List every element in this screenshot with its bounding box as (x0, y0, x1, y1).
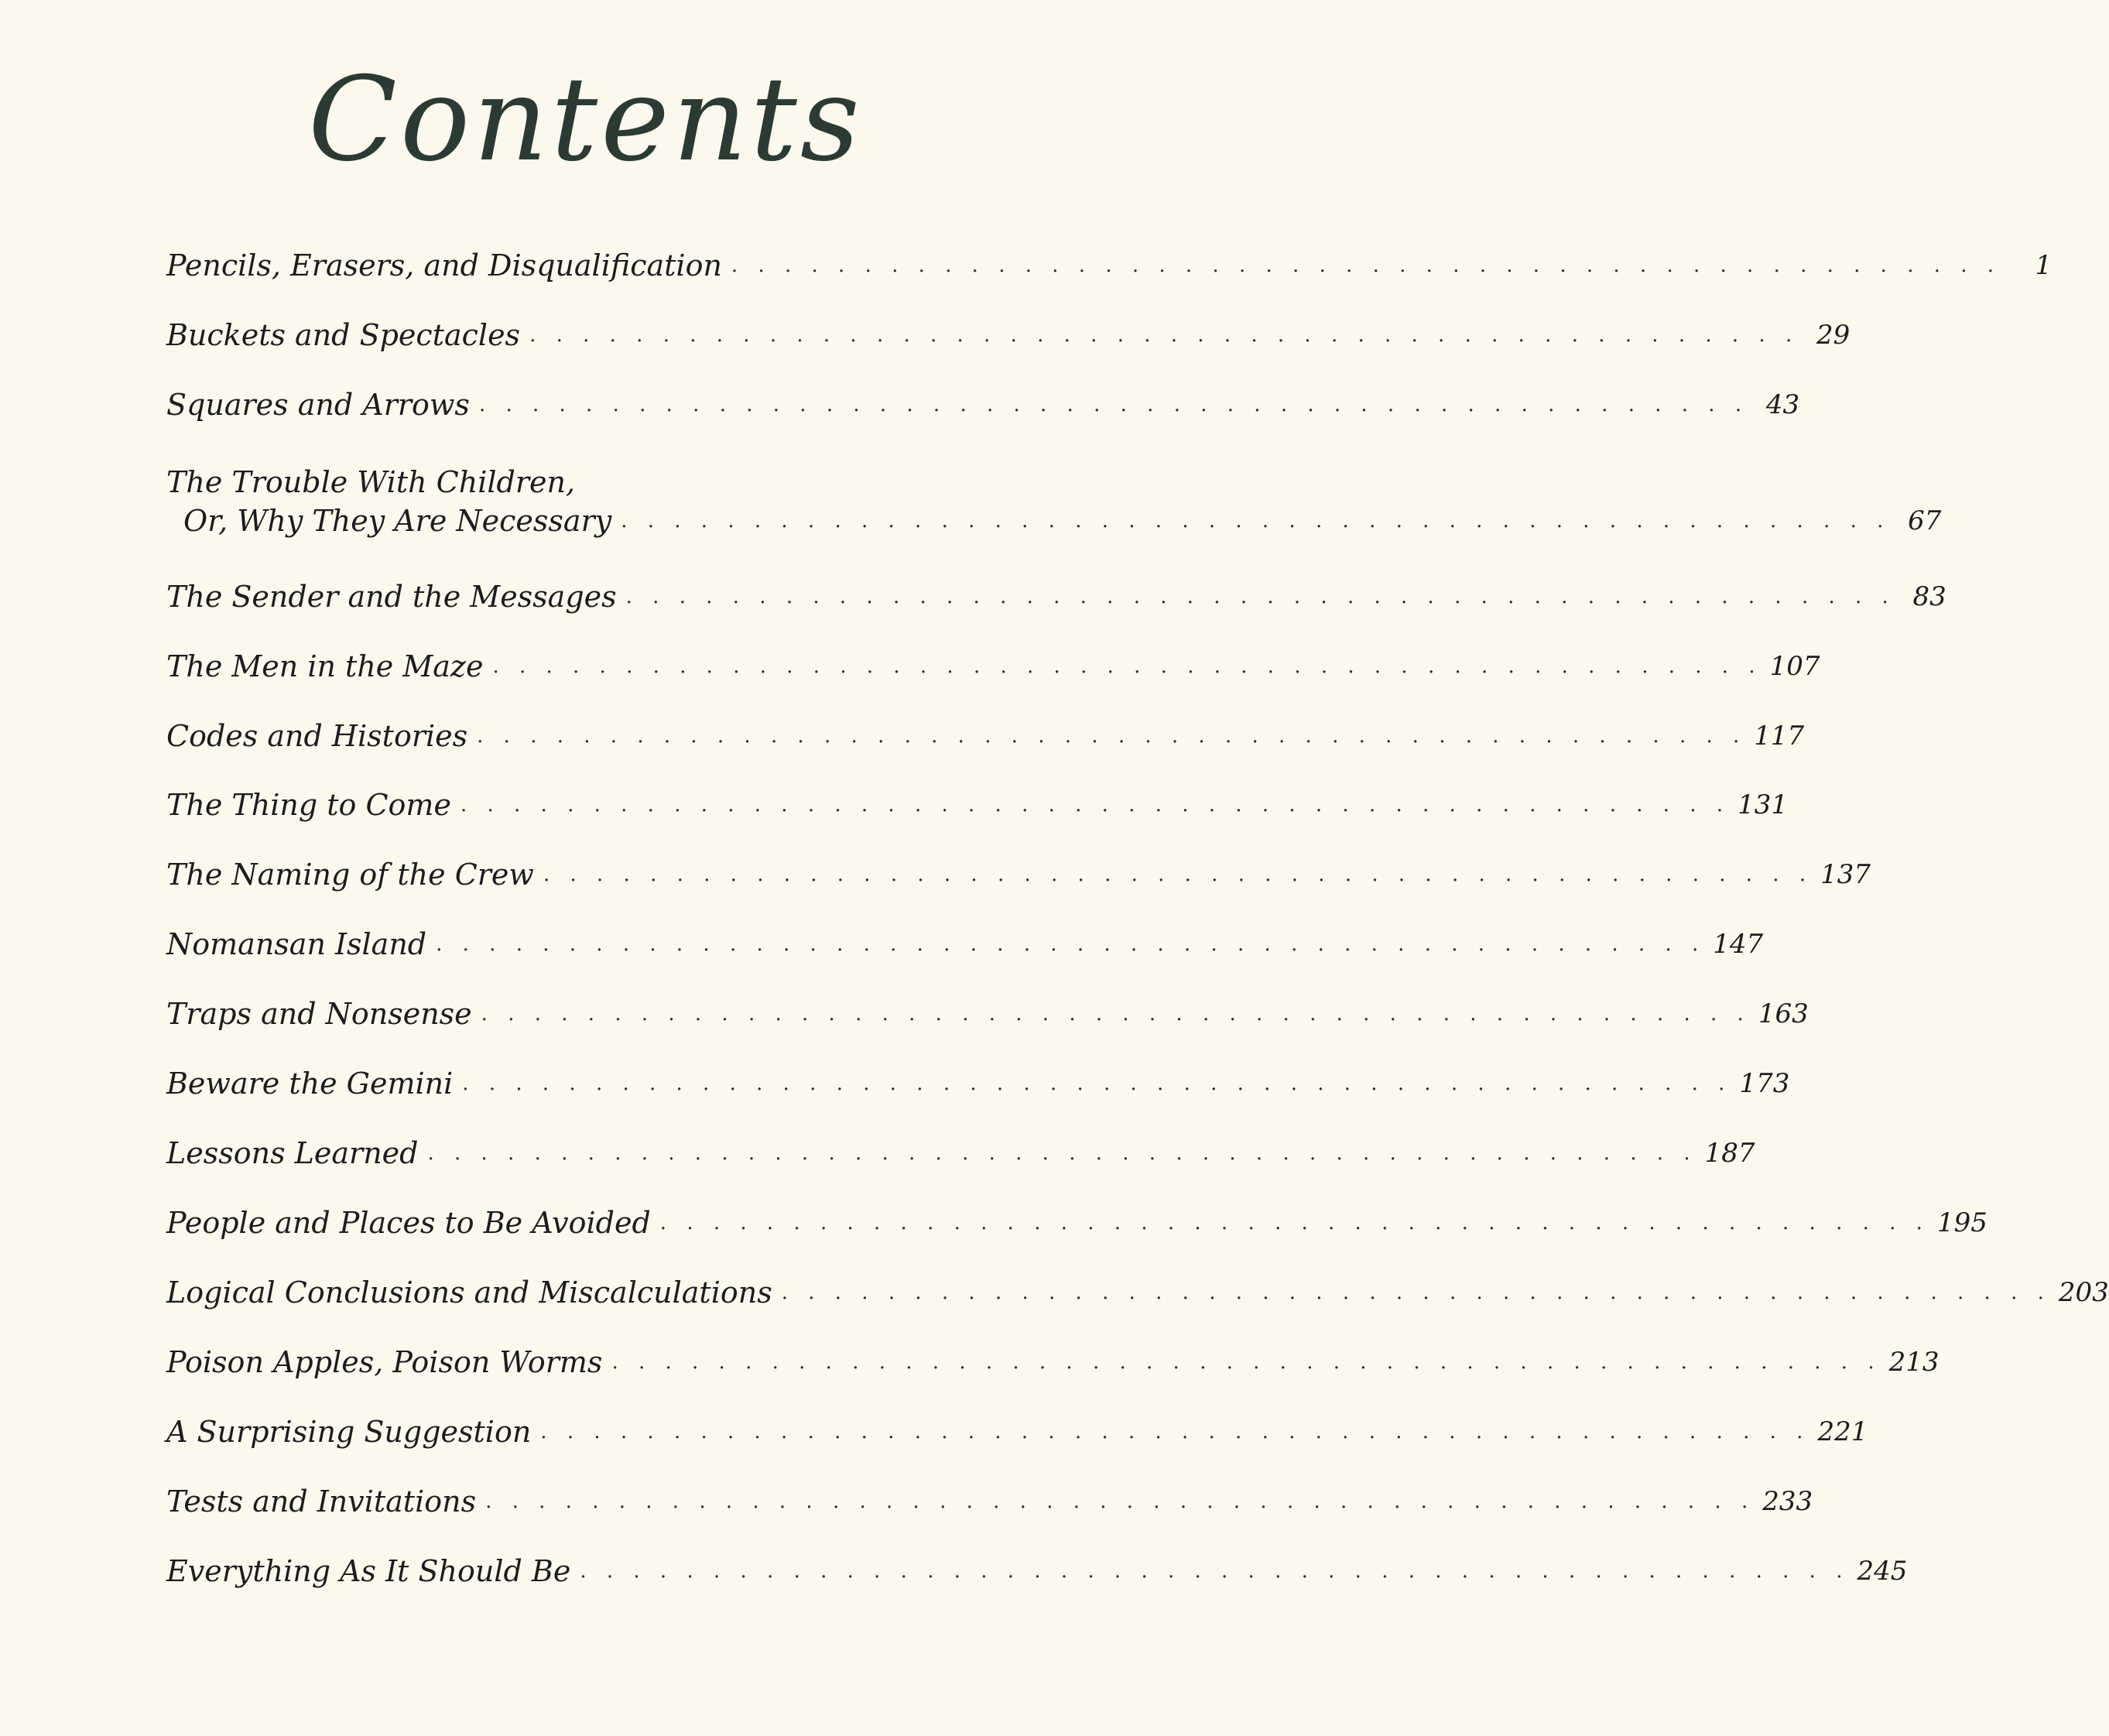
toc-entry-title: Logical Conclusions and Miscalculations (166, 1275, 772, 1310)
toc-entry-page: 43 (1765, 389, 1800, 420)
toc-entry-title: A Surprising Suggestion (166, 1415, 532, 1449)
toc-entry[interactable] (166, 246, 2053, 285)
toc-entry-title: Pencils, Erasers, and Disqualification (166, 248, 722, 282)
dot-leader: . . . . . . . . . . . . . . . . . . . . . . . . . . . . . . . . . . . . . . . . . . . . . . . . (543, 863, 1813, 886)
toc-entry[interactable] (166, 577, 1946, 616)
toc-entry-title: The Men in the Maze (166, 649, 484, 683)
toc-entry-title: Poison Apples, Poison Worms (166, 1345, 603, 1379)
toc-entry-page: 131 (1738, 789, 1789, 820)
toc-entry-page: 107 (1769, 651, 1820, 682)
toc-entry-page: 187 (1704, 1138, 1755, 1169)
dot-leader: . . . . . . . . . . . . . . . . . . . . . . . . . . . . . . . . . . . . . . . . . . . . . . . . (492, 655, 1762, 678)
toc-entry-title: The Naming of the Crew (166, 858, 534, 892)
toc-entry[interactable] (166, 316, 1851, 354)
toc-entry-title-line1: The Trouble With Children, (166, 465, 576, 499)
toc-entry-title: Codes and Histories (166, 719, 468, 753)
toc-entry[interactable] (166, 1273, 2109, 1312)
dot-leader: . . . . . . . . . . . . . . . . . . . . . . . . . . . . . . . . . . . . . . . . . . . . . . . . (659, 1211, 1929, 1234)
toc-entry-title (166, 463, 611, 540)
toc-entry-title: The Sender and the Messages (166, 580, 617, 614)
page-title: Contents (308, 53, 863, 187)
toc-entry-page: 213 (1888, 1347, 1940, 1378)
dot-leader: . . . . . . . . . . . . . . . . . . . . . . . . . . . . . . . . . . . . . . . . . . . . . . . . (625, 585, 1895, 608)
toc-entry-page: 137 (1820, 859, 1871, 890)
toc-entry[interactable] (166, 1343, 1940, 1382)
toc-entry-page: 245 (1857, 1556, 1908, 1587)
toc-entry[interactable] (166, 1412, 1868, 1451)
toc-entry[interactable] (166, 385, 1800, 424)
toc-entry-page: 173 (1739, 1068, 1790, 1099)
dot-leader: . . . . . . . . . . . . . . . . . . . . . . . . . . . . . . . . . . . . . . . . . . . . . . . . (621, 509, 1891, 532)
dot-leader: . . . . . . . . . . . . . . . . . . . . . . . . . . . . . . . . . . . . . . . . . . . . . . . . (731, 254, 2001, 277)
toc-entry-title: The Thing to Come (166, 788, 451, 822)
toc-entry[interactable] (166, 925, 1764, 964)
toc-entry-page: 83 (1912, 581, 1946, 612)
toc-entry-page: 203 (2058, 1277, 2109, 1308)
toc-entry[interactable] (166, 1204, 1987, 1242)
toc-entry[interactable] (166, 995, 1809, 1033)
toc-entry-page: 195 (1936, 1207, 1987, 1238)
dot-leader: . . . . . . . . . . . . . . . . . . . . . . . . . . . . . . . . . . . . . . . . . . . . . . . . (529, 324, 1799, 347)
toc-entry-page: 29 (1816, 320, 1851, 351)
toc-entry-page: 117 (1754, 721, 1805, 752)
toc-entry[interactable] (166, 786, 1789, 824)
toc-entry-title: Nomansan Island (166, 927, 427, 961)
dot-leader: . . . . . . . . . . . . . . . . . . . . . . . . . . . . . . . . . . . . . . . . . . . . . . . . (462, 1072, 1732, 1095)
toc-entry-page: 67 (1908, 505, 1942, 536)
dot-leader: . . . . . . . . . . . . . . . . . . . . . . . . . . . . . . . . . . . . . . . . . . . . . . . . (611, 1351, 1881, 1374)
dot-leader: . . . . . . . . . . . . . . . . . . . . . . . . . . . . . . . . . . . . . . . . . . . . . . . . (477, 724, 1747, 748)
dot-leader: . . . . . . . . . . . . . . . . . . . . . . . . . . . . . . . . . . . . . . . . . . . . . . . . (540, 1420, 1810, 1443)
toc-entry-title: Buckets and Spectacles (166, 318, 521, 352)
toc-entry-title: Tests and Invitations (166, 1484, 477, 1519)
toc-entry[interactable] (166, 1134, 1755, 1173)
dot-leader: . . . . . . . . . . . . . . . . . . . . . . . . . . . . . . . . . . . . . . . . . . . . . . . . (427, 1142, 1697, 1165)
toc-entry-page: 163 (1758, 998, 1809, 1029)
toc-entry[interactable] (166, 647, 1820, 686)
dot-leader: . . . . . . . . . . . . . . . . . . . . . . . . . . . . . . . . . . . . . . . . . . . . . . . . (485, 1490, 1755, 1513)
toc-entry-page: 233 (1762, 1486, 1813, 1517)
toc-entry-title: Squares and Arrows (166, 388, 470, 422)
dot-leader: . . . . . . . . . . . . . . . . . . . . . . . . . . . . . . . . . . . . . . . . . . . . . . . . (436, 933, 1706, 956)
dot-leader: . . . . . . . . . . . . . . . . . . . . . . . . . . . . . . . . . . . . . . . . . . . . . . . . (481, 1002, 1751, 1026)
toc-entry-title: Beware the Gemini (166, 1067, 454, 1101)
toc-entry[interactable] (166, 1064, 1790, 1103)
dot-leader: . . . . . . . . . . . . . . . . . . . . . . . . . . . . . . . . . . . . . . . . . . . . . . . . (460, 793, 1731, 817)
toc-entry-title-line2: Or, Why They Are Necessary (183, 504, 612, 538)
toc-entry-title: Lessons Learned (166, 1136, 419, 1170)
toc-entry-title: People and Places to Be Avoided (166, 1206, 651, 1240)
toc-entry-page: 221 (1817, 1416, 1868, 1447)
dot-leader: . . . . . . . . . . . . . . . . . . . . . . . . . . . . . . . . . . . . . . . . . . . . . . . . (580, 1560, 1850, 1583)
dot-leader: . . . . . . . . . . . . . . . . . . . . . . . . . . . . . . . . . . . . . . . . . . . . . . . . (781, 1281, 2051, 1304)
toc-entry-page: 147 (1713, 929, 1764, 960)
toc-entry[interactable] (166, 855, 1871, 894)
toc-entry[interactable] (166, 1552, 1908, 1590)
dot-leader: . . . . . . . . . . . . . . . . . . . . . . . . . . . . . . . . . . . . . . . . . . . . . . . . (478, 393, 1749, 416)
toc-entry-title: Everything As It Should Be (166, 1554, 571, 1588)
toc-entry[interactable] (166, 1482, 1813, 1521)
toc-entry[interactable] (166, 717, 1805, 755)
toc-entry[interactable] (166, 463, 1942, 540)
toc-entry-title: Traps and Nonsense (166, 997, 472, 1031)
toc-entry-page: 1 (2035, 250, 2053, 281)
